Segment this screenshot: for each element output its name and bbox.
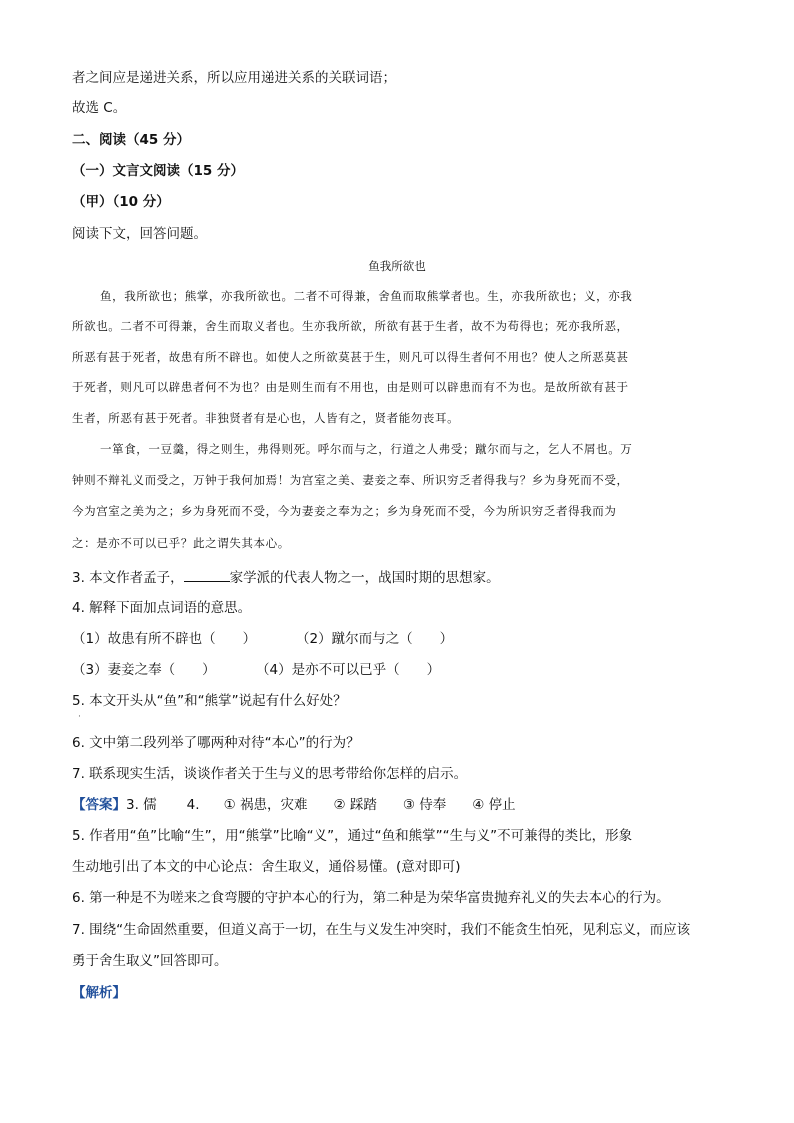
answer-4-item: ③ 侍奉	[402, 797, 447, 813]
passage-line: 所欲也。二者不可得兼，舍生而取义者也。生亦我所欲，所欲有甚于生者，故不为苟得也；死亦我所恶，	[72, 319, 629, 333]
passage-line: 之：是亦不可以已乎？此之谓失其本心。	[72, 536, 290, 550]
text-line: 故选 C。	[72, 100, 127, 116]
fill-blank	[184, 567, 230, 582]
answer-7: 7. 围绕“生命固然重要，但道义高于一切，在生与义发生冲突时，我们不能贪生怕死，见利忘义，而应该	[72, 922, 691, 938]
instruction-text: 阅读下文，回答问题。	[72, 226, 207, 242]
passage-line: 一箪食，一豆羹，得之则生，弗得则死。呼尔而与之，行道之人弗受；蹴尔而与之，乞人不屑也。万	[100, 442, 633, 456]
section-heading: 二、阅读（45 分）	[72, 132, 190, 148]
answer-4-item: ④ 停止	[472, 797, 516, 813]
answer-4-item: ① 祸患，灾难	[223, 797, 308, 813]
passage-title: 鱼我所欲也	[368, 259, 426, 273]
dot-mark-icon: ·	[78, 712, 81, 722]
passage-line: 于死者，则凡可以辟患者何不为也？由是则生而有不用也，由是则可以辟患而有不为也。是故所欲有甚于	[72, 380, 629, 394]
answer-row	[72, 795, 722, 815]
passage-line: 鱼，我所欲也；熊掌，亦我所欲也。二者不可得兼，舍鱼而取熊掌者也。生，亦我所欲也；义，亦我	[100, 289, 633, 303]
question-4-item: （3）妻妾之奉（ ）	[72, 662, 216, 678]
question-7: 7. 联系现实生活，谈谈作者关于生与义的思考带给你怎样的启示。	[72, 766, 468, 782]
passage-line: 所恶有甚于死者，故患有所不辟也。如使人之所欲莫甚于生，则凡可以得生者何不用也？使人之所恶莫甚	[72, 350, 629, 364]
passage-line: 今为宫室之美为之；乡为身死而不受，今为妻妾之奉为之；乡为身死而不受，今为所识穷乏者得我而为	[72, 504, 617, 518]
question-3-suffix: 家学派的代表人物之一，战国时期的思想家。	[229, 570, 500, 586]
question-4-item: （4）是亦不可以已乎（ ）	[256, 662, 441, 678]
answer-5: 5. 作者用“鱼”比喻“生”，用“熊掌”比喻“义”，通过“鱼和熊掌”“生与义”不可兼得的类比，形象	[72, 828, 633, 844]
question-3	[72, 567, 722, 588]
question-6: 6. 文中第二段列举了哪两种对待“本心”的行为？	[72, 735, 360, 751]
answer-4-label: 4.	[186, 797, 200, 813]
question-4-item: （2）蹴尔而与之（ ）	[296, 631, 454, 647]
subsection-heading: （甲）（10 分）	[72, 194, 170, 210]
analysis-tag: 【解析】	[72, 985, 126, 1001]
answer-tag: 【答案】	[72, 797, 126, 813]
answer-7-cont: 勇于舍生取义”回答即可。	[72, 953, 228, 969]
question-5: 5. 本文开头从“鱼”和“熊掌”说起有什么好处？	[72, 693, 347, 709]
answer-6: 6. 第一种是不为嗟来之食弯腰的守护本心的行为，第二种是为荣华富贵抛弃礼义的失去本心的行为。	[72, 890, 670, 906]
subsection-heading: （一）文言文阅读（15 分）	[72, 163, 244, 179]
passage-line: 生者，所恶有甚于死者。非独贤者有是心也，人皆有之，贤者能勿丧耳。	[72, 411, 460, 425]
passage-line: 钟则不辩礼义而受之，万钟于我何加焉！为宫室之美、妻妾之奉、所识穷乏者得我与？乡为身死而不受，	[72, 473, 629, 487]
question-4: 4. 解释下面加点词语的意思。	[72, 600, 252, 616]
text-line: 者之间应是递进关系，所以应用递进关系的关联词语；	[72, 70, 396, 86]
question-4-item: （1）故患有所不辟也（ ）	[72, 631, 257, 647]
answer-4-item: ② 踩踏	[333, 797, 377, 813]
answer-5-cont: 生动地引出了本文的中心论点：舍生取义，通俗易懂。(意对即可)	[72, 859, 461, 875]
question-3-prefix: 3. 本文作者孟子，	[72, 570, 184, 586]
answer-3: 3. 儒	[126, 797, 157, 813]
